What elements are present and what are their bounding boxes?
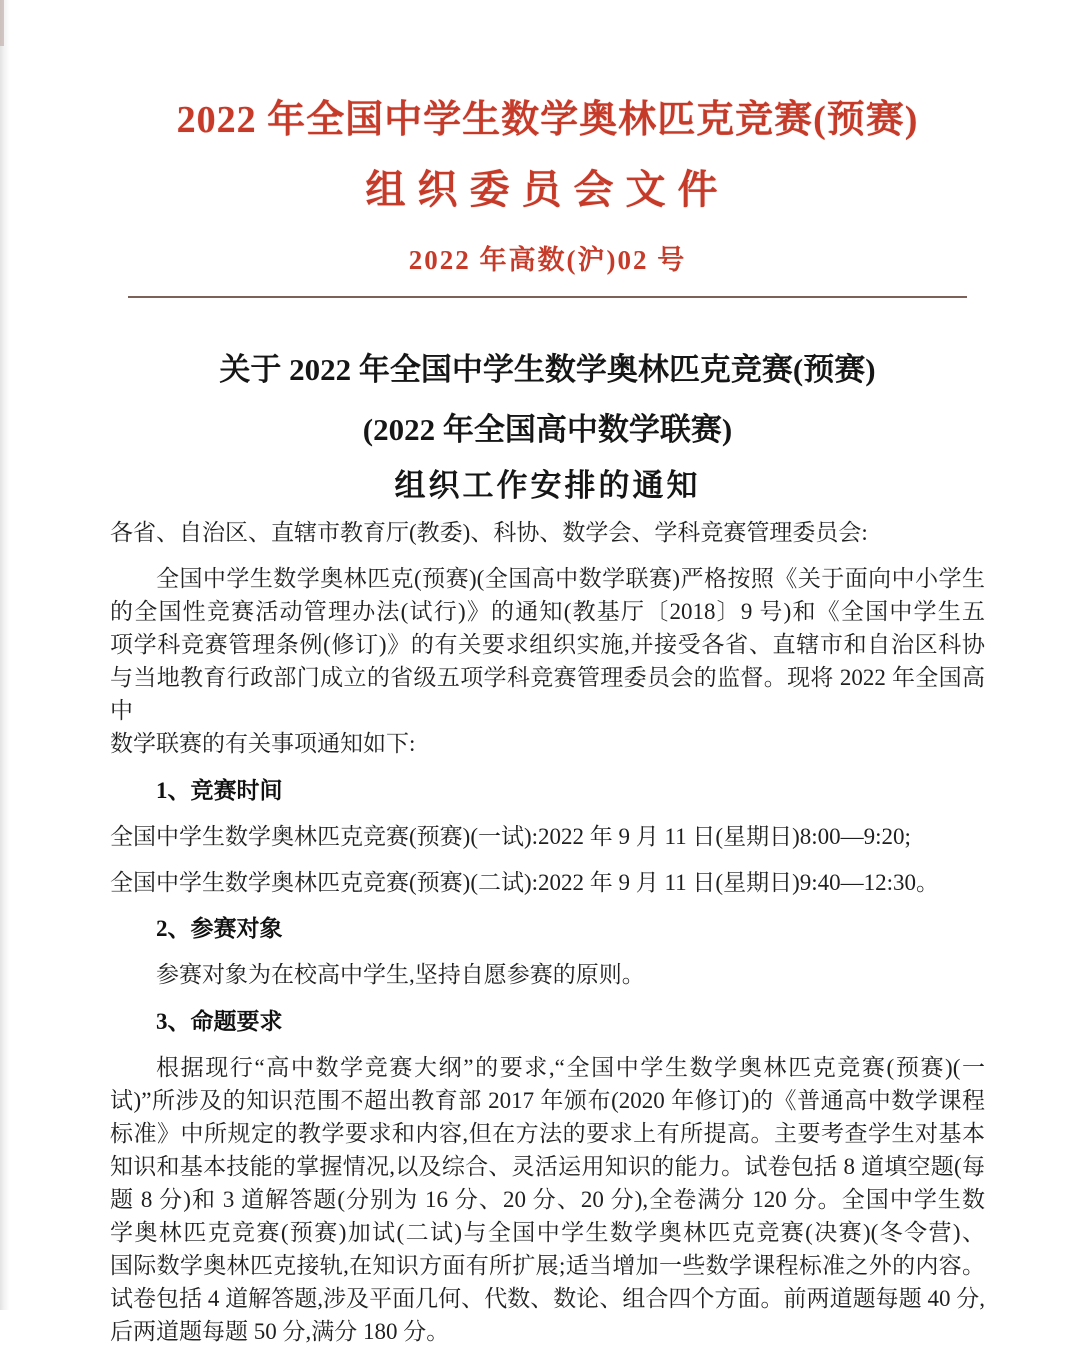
section-participants: [110, 912, 985, 991]
notice-title-line2: (2022 年全国高中数学联赛): [362, 412, 733, 447]
paragraph-line: 的全国性竞赛活动管理办法(试行)》的通知(教基厅〔2018〕9 号)和《全国中学生五: [110, 599, 985, 624]
notice-body: [110, 350, 985, 1348]
letterhead-org-line2: 组织委员会文件: [365, 167, 730, 212]
notice-title-line1: 关于 2022 年全国中学生数学奥林匹克竞赛(预赛): [219, 352, 876, 387]
letterhead: [110, 96, 985, 298]
paragraph-line: 与当地教育行政部门成立的省级五项学科竞赛管理委员会的监督。现将 2022 年全国高中: [110, 665, 985, 723]
paragraph-line: 知识和基本技能的掌握情况,以及综合、灵活运用知识的能力。试卷包括 8 道填空题(每: [110, 1154, 985, 1179]
paragraph-line: 全国中学生数学奥林匹克(预赛)(全国高中数学联赛)严格按照《关于面向中小学生: [156, 566, 985, 591]
salutation: 各省、自治区、直辖市教育厅(教委)、科协、数学会、学科竞赛管理委员会:: [110, 520, 868, 545]
section-problem-requirements: [110, 1005, 985, 1348]
notice-title-line3: 组织工作安排的通知: [394, 468, 701, 503]
competition-time-line-1: 全国中学生数学奥林匹克竞赛(预赛)(一试):2022 年 9 月 11 日(星期日)8:00—9:20;: [110, 824, 911, 849]
paragraph-line: 项学科竞赛管理条例(修订)》的有关要求组织实施,并接受各省、直辖市和自治区科协: [110, 632, 985, 657]
paragraph-line: 国际数学奥林匹克接轨,在知识方面有所扩展;适当增加一些数学课程标准之外的内容。: [110, 1253, 985, 1278]
paragraph-line: 试卷包括 4 道解答题,涉及平面几何、代数、数论、组合四个方面。前两道题每题 40 分,: [110, 1286, 985, 1311]
letterhead-org-line1: 2022 年全国中学生数学奥林匹克竞赛(预赛): [176, 99, 919, 141]
paragraph-line: 学奥林匹克竞赛(预赛)加试(二试)与全国中学生数学奥林匹克竞赛(决赛)(冬令营)、: [110, 1220, 985, 1245]
paragraph-line: 标准》中所规定的教学要求和内容,但在方法的要求上有所提高。主要考查学生对基本: [110, 1121, 985, 1146]
intro-paragraph: [110, 562, 985, 760]
paragraph-line: 题 8 分)和 3 道解答题(分别为 16 分、20 分、20 分),全卷满分 120 分。全国中学生数: [110, 1187, 985, 1212]
section-heading: 2、参赛对象: [156, 916, 283, 941]
paragraph-line: 试)”所涉及的知识范围不超出教育部 2017 年颁布(2020 年修订)的《普通高中数学课程: [110, 1088, 985, 1113]
paragraph-line: 根据现行“高中数学竞赛大纲”的要求,“全国中学生数学奥林匹克竞赛(预赛)(一: [156, 1055, 985, 1080]
scan-artifact: [0, 0, 4, 46]
letterhead-divider: [128, 296, 967, 298]
section-heading: 1、竞赛时间: [156, 778, 283, 803]
section-competition-time: [110, 774, 985, 899]
section-heading: 3、命题要求: [156, 1009, 283, 1034]
paragraph-line: 后两道题每题 50 分,满分 180 分。: [110, 1319, 450, 1344]
requirements-paragraph: [110, 1051, 985, 1348]
participants-line: 参赛对象为在校高中学生,坚持自愿参赛的原则。: [156, 962, 645, 987]
document-number: 2022 年高数(沪)02 号: [408, 245, 687, 275]
competition-time-line-2: 全国中学生数学奥林匹克竞赛(预赛)(二试):2022 年 9 月 11 日(星期日)9:40—12:30。: [110, 870, 940, 895]
paragraph-line: 数学联赛的有关事项通知如下:: [110, 731, 416, 756]
